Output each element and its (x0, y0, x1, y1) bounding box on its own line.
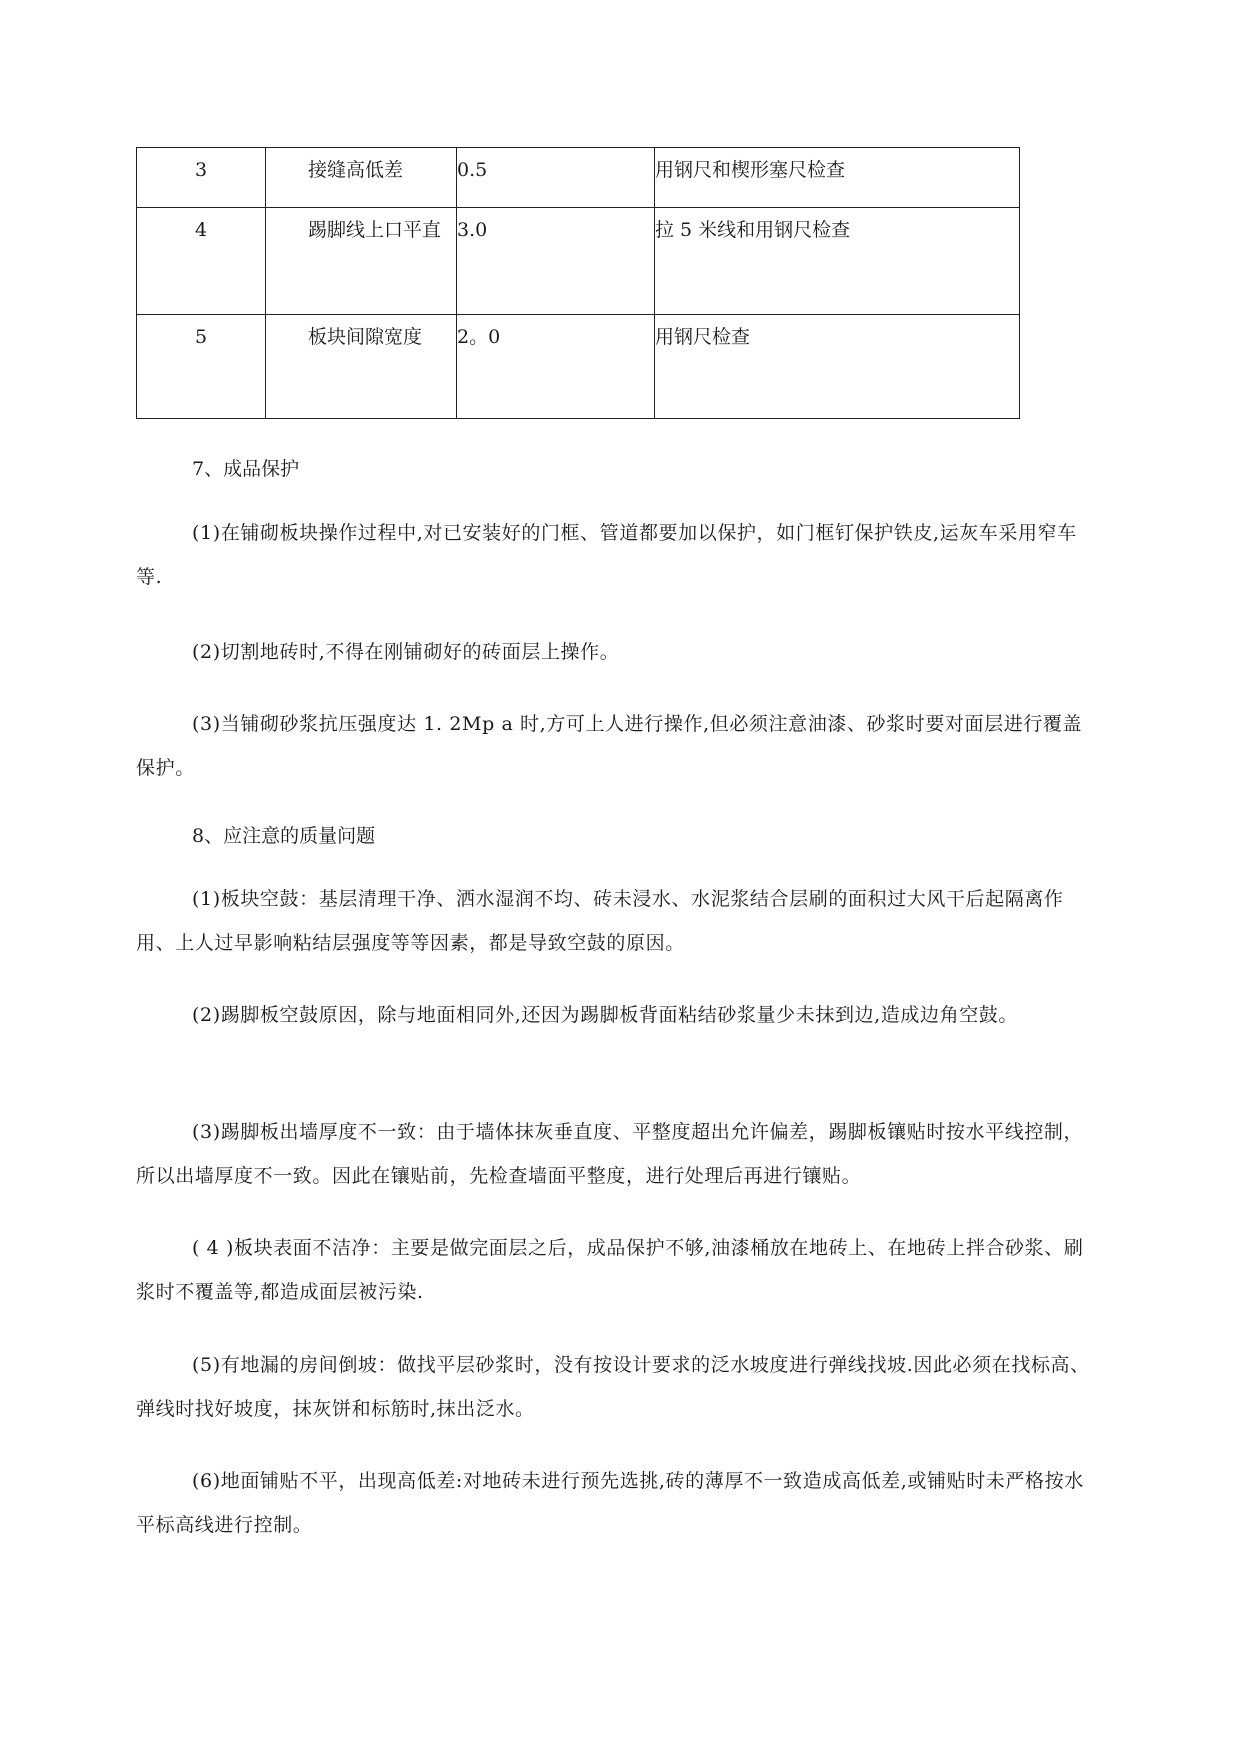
row-method: 用钢尺和楔形塞尺检查 (655, 148, 1020, 208)
section-8-paragraph-6: (6)地面铺贴不平，出现高低差:对地砖未进行预先选挑,砖的薄厚不一致造成高低差,或铺贴时未严格按水平标高线进行控制。 (136, 1470, 1084, 1536)
section-7-paragraph-3: (3)当铺砌砂浆抗压强度达 1. 2Mp a 时,方可上人进行操作,但必须注意油漆、砂浆时要对面层进行覆盖保护。 (136, 713, 1083, 779)
table-row (137, 148, 1020, 208)
section-8-paragraph-1: (1)板块空鼓：基层清理干净、洒水湿润不均、砖未浸水、水泥浆结合层刷的面积过大风干后起隔离作用、上人过早影响粘结层强度等等因素，都是导致空鼓的原因。 (136, 888, 1064, 954)
section-8-paragraph-3: (3)踢脚板出墙厚度不一致：由于墙体抹灰垂直度、平整度超出允许偏差，踢脚板镶贴时按水平线控制，所以出墙厚度不一致。因此在镶贴前，先检查墙面平整度，进行处理后再进行镶贴。 (136, 1121, 1084, 1187)
row-method: 用钢尺检查 (655, 315, 1020, 419)
row-tolerance: 3.0 (457, 208, 655, 315)
section-8-paragraph-4: ( 4 )板块表面不洁净：主要是做完面层之后，成品保护不够,油漆桶放在地砖上、在地砖上拌合砂浆、刷浆时不覆盖等,都造成面层被污染. (136, 1237, 1084, 1303)
row-number: 3 (137, 148, 266, 208)
section-8-paragraph-2: (2)踢脚板空鼓原因，除与地面相同外,还因为踢脚板背面粘结砂浆量少未抹到边,造成边角空鼓。 (192, 1004, 1018, 1026)
section-8-heading: 8、应注意的质量问题 (192, 825, 376, 847)
row-item: 接缝高低差 (266, 148, 457, 208)
section-7-paragraph-1: (1)在铺砌板块操作过程中,对已安装好的门框、管道都要加以保护，如门框钉保护铁皮,运灰车采用窄车等. (136, 522, 1077, 588)
row-number: 4 (137, 208, 266, 315)
table-row (137, 315, 1020, 419)
section-7-paragraph-2: (2)切割地砖时,不得在刚铺砌好的砖面层上操作。 (192, 641, 620, 663)
tolerance-table (136, 147, 1020, 419)
table-row (137, 208, 1020, 315)
row-tolerance: 2。0 (457, 315, 655, 419)
row-item: 踢脚线上口平直 (266, 208, 457, 315)
section-8-paragraph-5: (5)有地漏的房间倒坡：做找平层砂浆时，没有按设计要求的泛水坡度进行弹线找坡.因此必须在找标高、弹线时找好坡度，抹灰饼和标筋时,抹出泛水。 (136, 1354, 1090, 1420)
row-item: 板块间隙宽度 (266, 315, 457, 419)
row-method: 拉 5 米线和用钢尺检查 (655, 208, 1020, 315)
row-tolerance: 0.5 (457, 148, 655, 208)
section-7-heading: 7、成品保护 (192, 458, 300, 480)
row-number: 5 (137, 315, 266, 419)
